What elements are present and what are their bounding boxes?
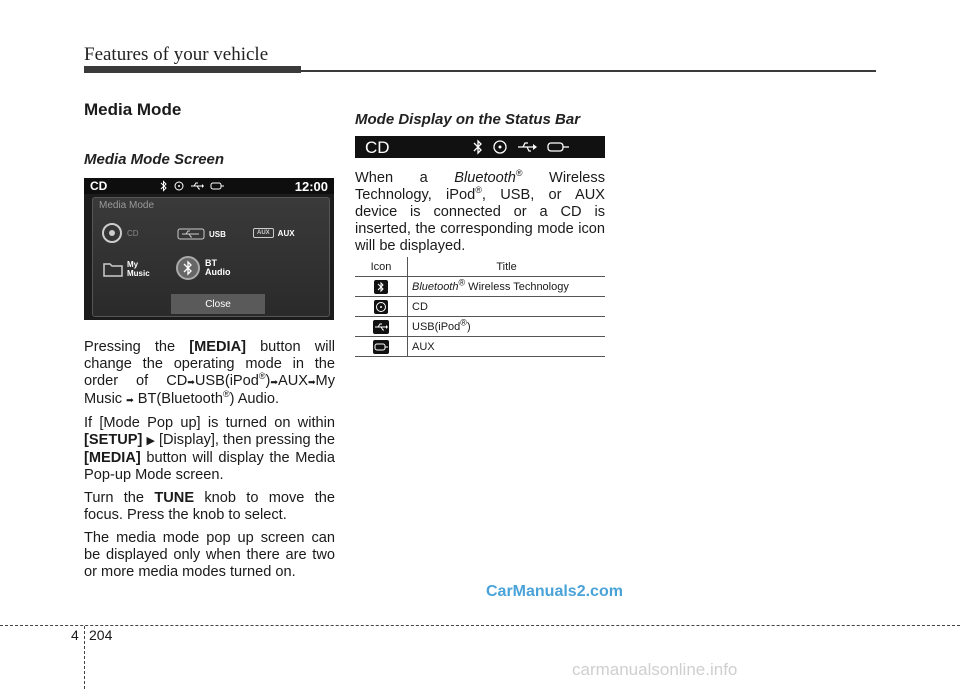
footer-divider bbox=[84, 626, 85, 689]
media-item-bt-audio[interactable] bbox=[175, 255, 231, 281]
table-header-icon: Icon bbox=[355, 257, 408, 277]
header-bar bbox=[84, 66, 301, 73]
folder-music-icon bbox=[103, 261, 123, 277]
cd-disc-icon bbox=[101, 222, 123, 244]
media-item-my-music[interactable] bbox=[103, 260, 150, 278]
right-column bbox=[355, 100, 605, 129]
table-row bbox=[355, 337, 605, 357]
subsection-title-status-bar: Mode Display on the Status Bar bbox=[355, 111, 581, 128]
cd-icon bbox=[374, 300, 388, 314]
bluetooth-icon bbox=[374, 280, 388, 294]
table-cell-title: CD bbox=[408, 297, 606, 317]
table-header-row bbox=[355, 257, 605, 277]
media-item-label: BT Audio bbox=[205, 258, 231, 277]
usb-icon bbox=[517, 141, 537, 153]
header-rule bbox=[301, 70, 876, 72]
left-body-text bbox=[84, 339, 335, 581]
media-mode-panel bbox=[92, 197, 330, 317]
arrow-right-icon: ▶ bbox=[146, 435, 155, 447]
status-bar-icons bbox=[473, 139, 569, 155]
page-number: 204 bbox=[89, 627, 113, 643]
media-item-cd[interactable] bbox=[101, 222, 139, 244]
screen-source-label: CD bbox=[90, 179, 108, 193]
close-button[interactable]: Close bbox=[171, 294, 265, 314]
cd-icon bbox=[174, 181, 184, 191]
table-row bbox=[355, 297, 605, 317]
paragraph-tune-knob: Turn the TUNE knob to move the focus. Press the knob to select. bbox=[84, 490, 335, 523]
table-cell-title: USB(iPod®) bbox=[408, 317, 606, 337]
watermark-link[interactable]: CarManuals2.com bbox=[486, 583, 623, 600]
left-column bbox=[84, 100, 335, 169]
media-item-usb[interactable] bbox=[177, 228, 226, 240]
chapter-number: 4 bbox=[71, 627, 79, 643]
screen-clock: 12:00 bbox=[294, 179, 328, 194]
table-row bbox=[355, 277, 605, 297]
usb-icon bbox=[190, 181, 204, 191]
aux-icon bbox=[210, 181, 224, 191]
media-item-label: AUX bbox=[277, 228, 295, 238]
footer-watermark: carmanualsonline.info bbox=[572, 660, 738, 679]
table-row bbox=[355, 317, 605, 337]
cd-icon bbox=[493, 140, 507, 154]
mode-icon-table bbox=[355, 257, 605, 357]
media-item-label: USB bbox=[209, 229, 226, 239]
paragraph-mode-popup: If [Mode Pop up] is turned on within [SETUP] ▶ [Display], then pressing the [MEDIA] button will display the Media Pop-up Mode screen. bbox=[84, 415, 335, 483]
aux-icon bbox=[547, 141, 569, 153]
aux-badge-icon: AUX bbox=[253, 228, 274, 238]
right-body-text bbox=[355, 170, 605, 255]
media-item-aux[interactable] bbox=[253, 228, 295, 238]
media-item-label: My Music bbox=[127, 260, 150, 278]
bluetooth-icon bbox=[473, 139, 483, 155]
table-cell-title: AUX bbox=[408, 337, 606, 357]
bluetooth-icon bbox=[160, 180, 168, 192]
media-item-label: CD bbox=[127, 228, 139, 238]
paragraph-status-icons: When a Bluetooth® Wireless Technology, iPod®, USB, or AUX device is connected or a CD is inserted, the corresponding mode icon will be displayed. bbox=[355, 168, 605, 254]
table-header-title: Title bbox=[408, 257, 606, 277]
aux-icon bbox=[373, 340, 389, 354]
section-title: Media Mode bbox=[84, 100, 182, 119]
status-bar-example bbox=[355, 136, 605, 158]
paragraph-media-order: Pressing the [MEDIA] button will change the operating mode in the order of CD➡USB(iPod®)➡AUX➡My Music ➡ BT(Bluetooth®) Audio. bbox=[84, 339, 335, 407]
status-bar-source-label: CD bbox=[365, 138, 390, 157]
subsection-title: Media Mode Screen bbox=[84, 151, 225, 168]
table-cell-title: Bluetooth® Wireless Technology bbox=[408, 277, 606, 297]
screen-status-bar bbox=[84, 178, 334, 194]
bluetooth-circle-icon bbox=[175, 255, 201, 281]
panel-title: Media Mode bbox=[99, 200, 155, 211]
usb-icon bbox=[177, 228, 205, 240]
screen-status-icons bbox=[160, 180, 224, 192]
paragraph-popup-note: The media mode pop up screen can be displayed only when there are two or more media modes turned on. bbox=[84, 530, 335, 580]
footer-rule bbox=[0, 625, 960, 626]
media-mode-screen bbox=[84, 178, 334, 320]
usb-icon bbox=[373, 320, 389, 334]
page-header-title: Features of your vehicle bbox=[84, 44, 269, 65]
